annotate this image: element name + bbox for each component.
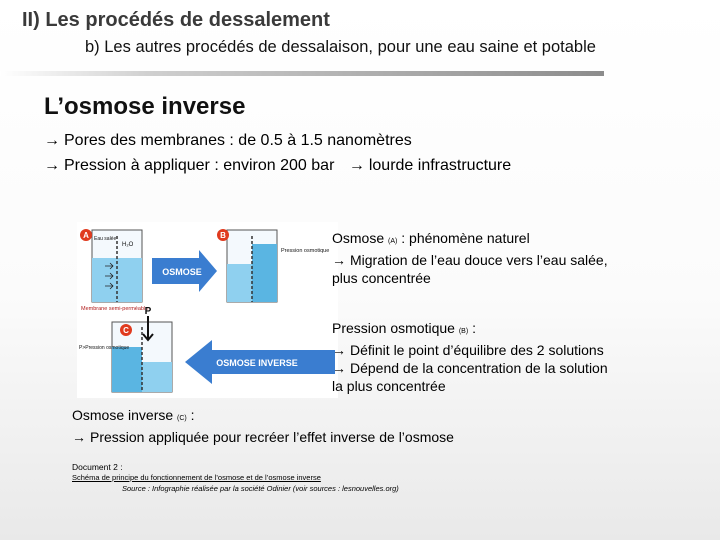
bullet-text: Pression à appliquer : environ 200 bar bbox=[64, 157, 335, 174]
tag-b: (B) bbox=[458, 328, 469, 335]
osmose-line1: Migration de l’eau douce vers l’eau salée, bbox=[350, 252, 608, 268]
title-divider bbox=[0, 71, 604, 76]
explanation-pression bbox=[332, 319, 712, 395]
document-source: Source : Infographie réalisée par la société Odinier (voir sources : lesnouvelles.org) bbox=[122, 484, 399, 493]
osmose-rest: : phénomène naturel bbox=[397, 230, 530, 246]
pression-osmotique-label: Pression osmotique bbox=[281, 248, 330, 254]
water-c-left bbox=[112, 347, 142, 392]
bullet-text-2: lourde infrastructure bbox=[368, 157, 512, 174]
term-pression: Pression osmotique bbox=[332, 320, 455, 336]
osmose-arrow-label: OSMOSE bbox=[162, 267, 202, 277]
arrow-icon: → bbox=[72, 429, 86, 445]
document-label: Document 2 : bbox=[72, 462, 123, 472]
arrow-icon: → bbox=[332, 252, 346, 268]
water-b-right bbox=[252, 244, 277, 302]
tag-c: (C) bbox=[177, 415, 187, 422]
membrane-label: Membrane semi-perméable bbox=[81, 306, 149, 312]
arrow-icon: → bbox=[348, 157, 365, 174]
term-osmose: Osmose bbox=[332, 230, 385, 246]
osmosis-diagram bbox=[77, 222, 338, 398]
term-inverse: Osmose inverse bbox=[72, 407, 174, 423]
inverse-line1-osmose: osmose bbox=[404, 429, 454, 445]
osmose-line2: plus concentrée bbox=[332, 270, 431, 286]
badge-b-label: B bbox=[220, 231, 226, 240]
osmosis-diagram-svg bbox=[77, 222, 338, 398]
pression-line1: Définit le point d’équilibre des 2 solutions bbox=[350, 342, 604, 358]
section-heading: L’osmose inverse bbox=[44, 93, 246, 120]
badge-a-label: A bbox=[83, 231, 89, 240]
slide-subtitle: b) Les autres procédés de dessalaison, pour une eau saine et potable bbox=[85, 38, 596, 56]
tag-a: (A) bbox=[388, 238, 398, 245]
water-b-left bbox=[227, 264, 252, 302]
water-a bbox=[92, 258, 142, 302]
eau-salee-label: Eau salée bbox=[94, 236, 117, 242]
explanation-inverse bbox=[72, 406, 532, 446]
badge-c-label: C bbox=[123, 326, 129, 335]
document-caption: Schéma de principe du fonctionnement de l’osmose et de l’osmose inverse bbox=[72, 473, 321, 482]
arrow-icon: → bbox=[44, 132, 60, 149]
explanation-osmose bbox=[332, 229, 712, 287]
inverse-rest: : bbox=[186, 407, 195, 423]
bullet-pression bbox=[44, 157, 511, 175]
arrow-icon: → bbox=[332, 342, 346, 358]
bullet-pores bbox=[44, 132, 412, 150]
p-pression-label: P>Pression osmotique bbox=[79, 345, 130, 351]
pression-line2: Dépend de la concentration de la solution bbox=[350, 360, 608, 376]
h2o-label: H₂O bbox=[122, 242, 134, 248]
arrow-icon: → bbox=[44, 157, 60, 174]
pression-line3: la plus concentrée bbox=[332, 378, 446, 394]
water-c-right bbox=[142, 362, 172, 392]
pression-rest: : bbox=[468, 320, 476, 336]
osmose-inverse-arrow-label: OSMOSE INVERSE bbox=[216, 358, 298, 368]
bullet-text: Pores des membranes : de 0.5 à 1.5 nanomètres bbox=[64, 132, 412, 149]
arrow-icon: → bbox=[332, 360, 346, 376]
p-label: P bbox=[144, 306, 152, 317]
slide-title: II) Les procédés de dessalement bbox=[22, 9, 330, 31]
inverse-line1: Pression appliquée pour recréer l’effet inverse de l’ bbox=[90, 429, 405, 445]
